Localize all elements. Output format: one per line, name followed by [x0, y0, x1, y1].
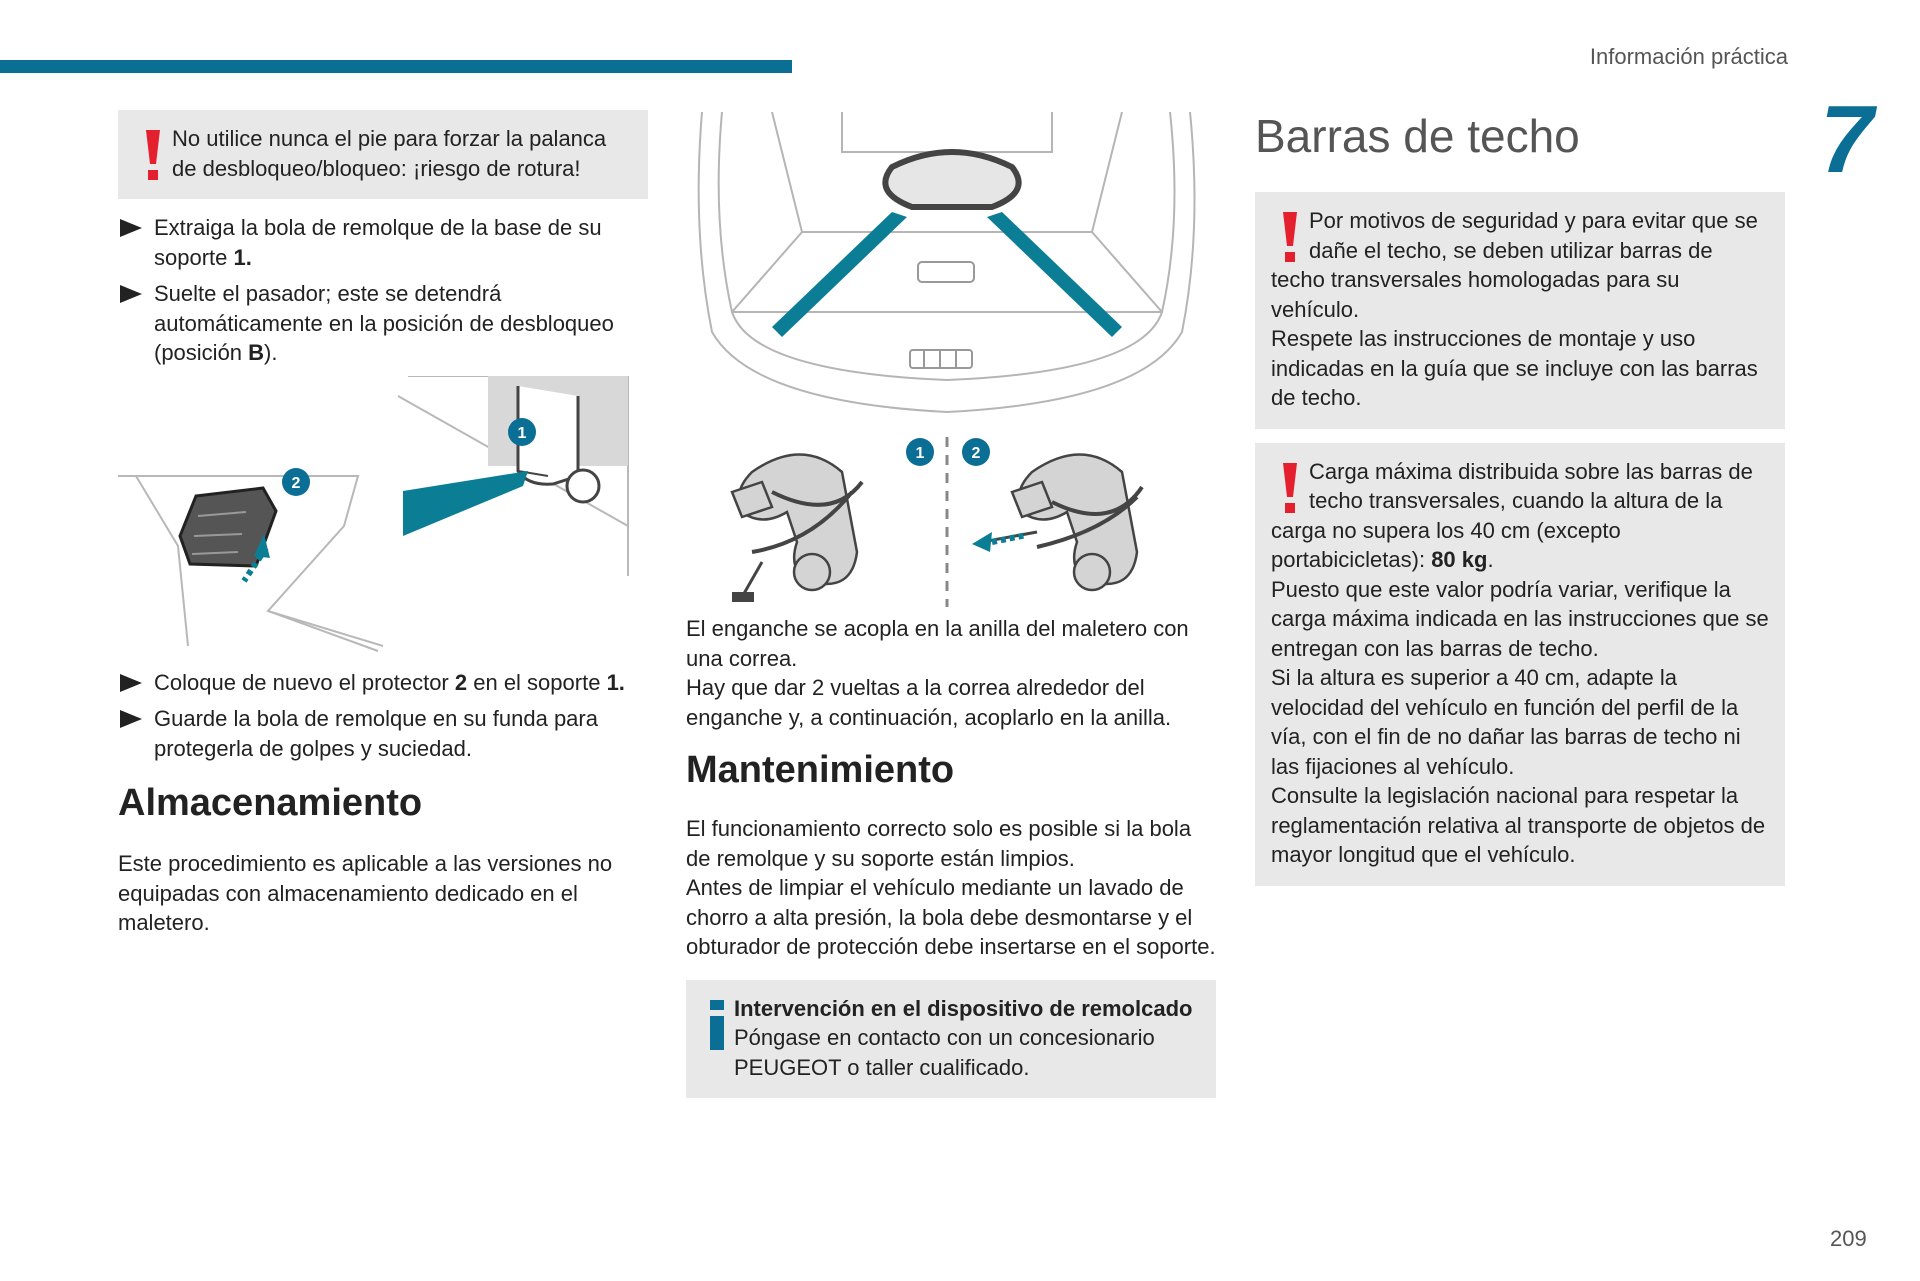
triangle-bullet-icon	[120, 674, 142, 692]
maintenance-paragraph-2: Antes de limpiar el vehículo mediante un lavado de chorro a alta presión, la bola debe desmontarse y el obturador de protección debe insertarse en el soporte.	[686, 875, 1216, 959]
column-right	[1255, 110, 1785, 886]
section-name: Información práctica	[1589, 44, 1788, 69]
steps-list-a	[118, 213, 648, 368]
warning-line: Carga máxima distribuida sobre las barras de techo transversales, cuando la altura de la carga no supera los 40 cm (excepto portabicicletas): 80 kg.	[1271, 458, 1753, 572]
section-heading-mantenimiento: Mantenimiento	[686, 749, 955, 791]
warning-box-max-load	[1255, 443, 1785, 886]
triangle-bullet-icon	[120, 710, 142, 728]
info-text: Póngase en contacto con un concesionario PEUGEOT o taller cualificado.	[734, 1025, 1155, 1080]
list-item: Coloque de nuevo el protector 2 en el soporte 1.	[118, 668, 648, 698]
warning-line: Por motivos de seguridad y para evitar que se dañe el techo, se deben utilizar barras de techo transversales homologadas para su vehículo.	[1271, 208, 1758, 322]
storage-paragraph: Este procedimiento es aplicable a las versiones no equipadas con almacenamiento dedicado en el maletero.	[118, 851, 613, 935]
warning-box-roof-bars	[1255, 192, 1785, 429]
info-box-service	[686, 980, 1216, 1099]
warning-line: Puesto que este valor podría variar, verifique la carga máxima indicada en las instrucciones que se entregan con las barras de techo.	[1271, 576, 1769, 661]
info-icon	[702, 998, 732, 1054]
max-load-value: 80 kg	[1431, 547, 1488, 572]
strap-caption-2: Hay que dar 2 vueltas a la correa alrededor del enganche y, a continuación, acoplarlo en la anilla.	[686, 675, 1172, 730]
list-item: Extraiga la bola de remolque de la base de su soporte 1.	[118, 213, 648, 272]
strap-caption-1: El enganche se acopla en la anilla del maletero con una correa.	[686, 616, 1189, 671]
list-item: Guarde la bola de remolque en su funda para protegerla de golpes y suciedad.	[118, 704, 648, 763]
page-title: Barras de techo	[1255, 110, 1580, 162]
warning-box-pedal	[118, 110, 648, 199]
svg-text:1: 1	[517, 424, 527, 442]
towbar-protector-illustration	[118, 376, 638, 656]
warning-line: Consulte la legislación nacional para respetar la reglamentación relativa al transporte de objetos de mayor longitud que el vehículo.	[1271, 783, 1766, 867]
svg-text:2: 2	[291, 474, 301, 492]
trunk-ring-illustration	[692, 112, 1202, 432]
section-heading-almacenamiento: Almacenamiento	[118, 782, 423, 824]
hitch-strap-illustration	[692, 432, 1202, 612]
warning-exclamation-icon	[1271, 461, 1307, 515]
steps-list-b	[118, 668, 648, 764]
warning-text: No utilice nunca el pie para forzar la palanca de desbloqueo/bloqueo: ¡riesgo de rotura!	[172, 126, 607, 181]
header-accent-bar	[0, 60, 792, 73]
svg-text:1: 1	[915, 445, 925, 462]
column-left	[118, 110, 648, 938]
warning-exclamation-icon	[1271, 210, 1307, 264]
page-number: 209	[1830, 1226, 1867, 1251]
maintenance-paragraph-1: El funcionamiento correcto solo es posible si la bola de remolque y su soporte están limpios.	[686, 816, 1192, 871]
svg-text:2: 2	[971, 445, 981, 462]
triangle-bullet-icon	[120, 285, 142, 303]
triangle-bullet-icon	[120, 219, 142, 237]
chapter-number: 7	[1820, 86, 1874, 193]
list-item: Suelte el pasador; este se detendrá automáticamente en la posición de desbloqueo (posición B).	[118, 279, 648, 368]
warning-line: Si la altura es superior a 40 cm, adapte la velocidad del vehículo en función del perfil de la vía, con el fin de no dañar las barras de techo ni las fijaciones al vehículo.	[1271, 665, 1741, 779]
warning-exclamation-icon	[134, 128, 170, 182]
column-middle	[686, 110, 1216, 1098]
warning-line: Respete las instrucciones de montaje y uso indicadas en la guía que se incluye con las barras de techo.	[1271, 326, 1758, 410]
info-title: Intervención en el dispositivo de remolcado	[734, 995, 1193, 1021]
